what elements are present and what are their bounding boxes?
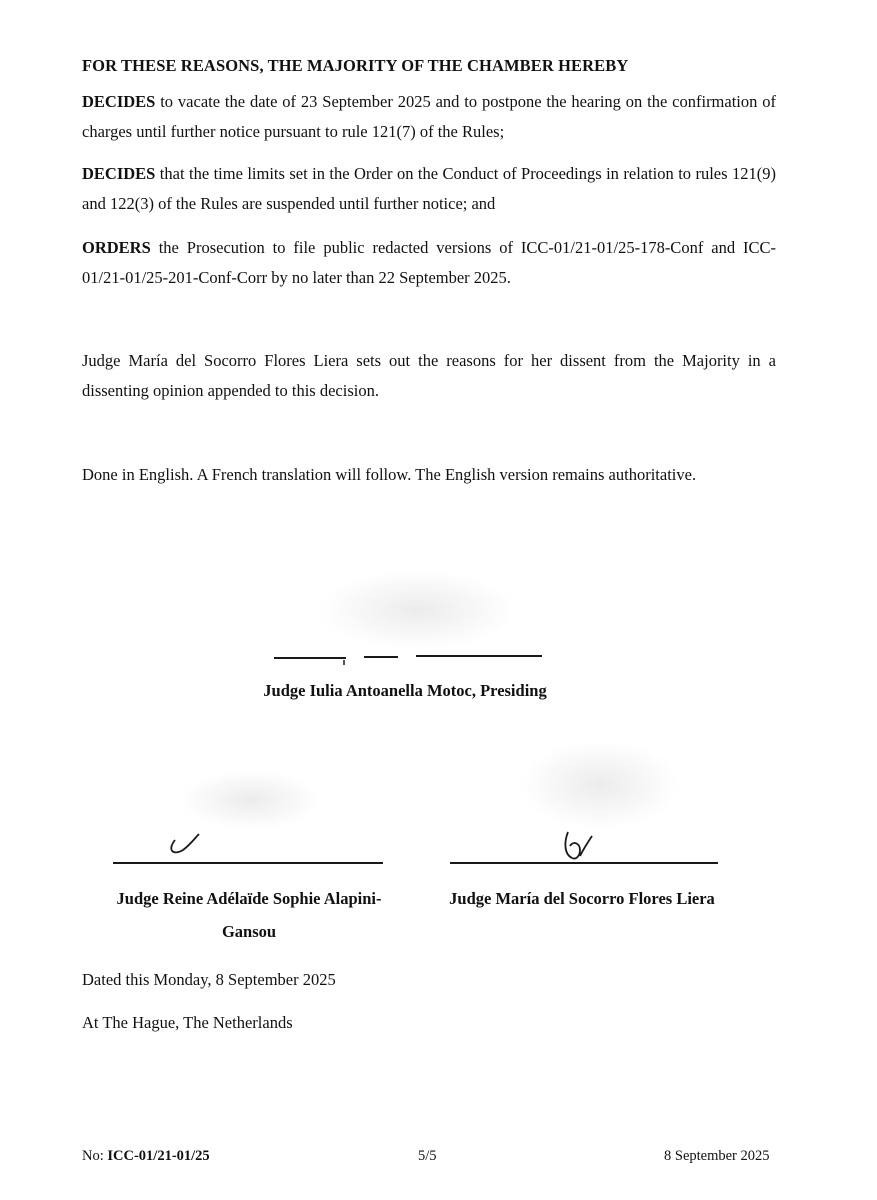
paragraph-text: the Prosecution to file public redacted versions of ICC-01/21-01/25-178-Conf and ICC-01/21-01/25-201-Conf-Corr by no later than 22 September 2025. — [82, 238, 776, 287]
footer-no-label: No: — [82, 1148, 108, 1164]
judge-name-line: Gansou — [221, 922, 277, 941]
signature-line — [450, 862, 718, 864]
footer-page-number: 5/5 — [418, 1148, 437, 1164]
case-number: ICC-01/21-01/25 — [107, 1148, 210, 1164]
footer-date: 8 September 2025 — [664, 1148, 770, 1164]
signature-alapini — [165, 830, 205, 860]
signature-smudge — [520, 740, 680, 830]
judge-name-line: Judge Reine Adélaïde Sophie Alapini- — [116, 889, 382, 908]
operative-heading: FOR THESE REASONS, THE MAJORITY OF THE CHAMBER HEREBY — [82, 56, 629, 75]
judge-alapini-name — [80, 882, 418, 948]
dissent-note: Judge María del Socorro Flores Liera sets out the reasons for her dissent from the Majority in a dissenting opinion appended to this decision. — [82, 351, 776, 400]
paragraph-lead: DECIDES — [82, 164, 156, 183]
signature-presiding — [270, 640, 550, 670]
paragraph-text: to vacate the date of 23 September 2025 and to postpone the hearing on the confirmation of charges until further notice pursuant to rule 121(7) of the Rules; — [82, 92, 776, 141]
language-note: Done in English. A French translation will follow. The English version remains authoritative. — [82, 465, 697, 484]
paragraph-lead: ORDERS — [82, 238, 151, 257]
signature-smudge — [180, 770, 320, 830]
footer-case-number — [82, 1148, 210, 1165]
dated-line: Dated this Monday, 8 September 2025 — [82, 970, 336, 989]
signature-line — [113, 862, 383, 864]
order-paragraph — [82, 233, 776, 293]
decision-paragraph — [82, 87, 776, 147]
place-line: At The Hague, The Netherlands — [82, 1013, 293, 1032]
presiding-judge-name: Judge Iulia Antoanella Motoc, Presiding — [263, 681, 547, 700]
decision-paragraph — [82, 159, 776, 219]
signature-flores — [560, 826, 600, 862]
paragraph-lead: DECIDES — [82, 92, 156, 111]
judge-flores-name: Judge María del Socorro Flores Liera — [449, 889, 715, 908]
signature-smudge — [318, 570, 518, 650]
paragraph-text: that the time limits set in the Order on the Conduct of Proceedings in relation to rules 121(9) and 122(3) of the Rules are suspended until further notice; and — [82, 164, 776, 213]
